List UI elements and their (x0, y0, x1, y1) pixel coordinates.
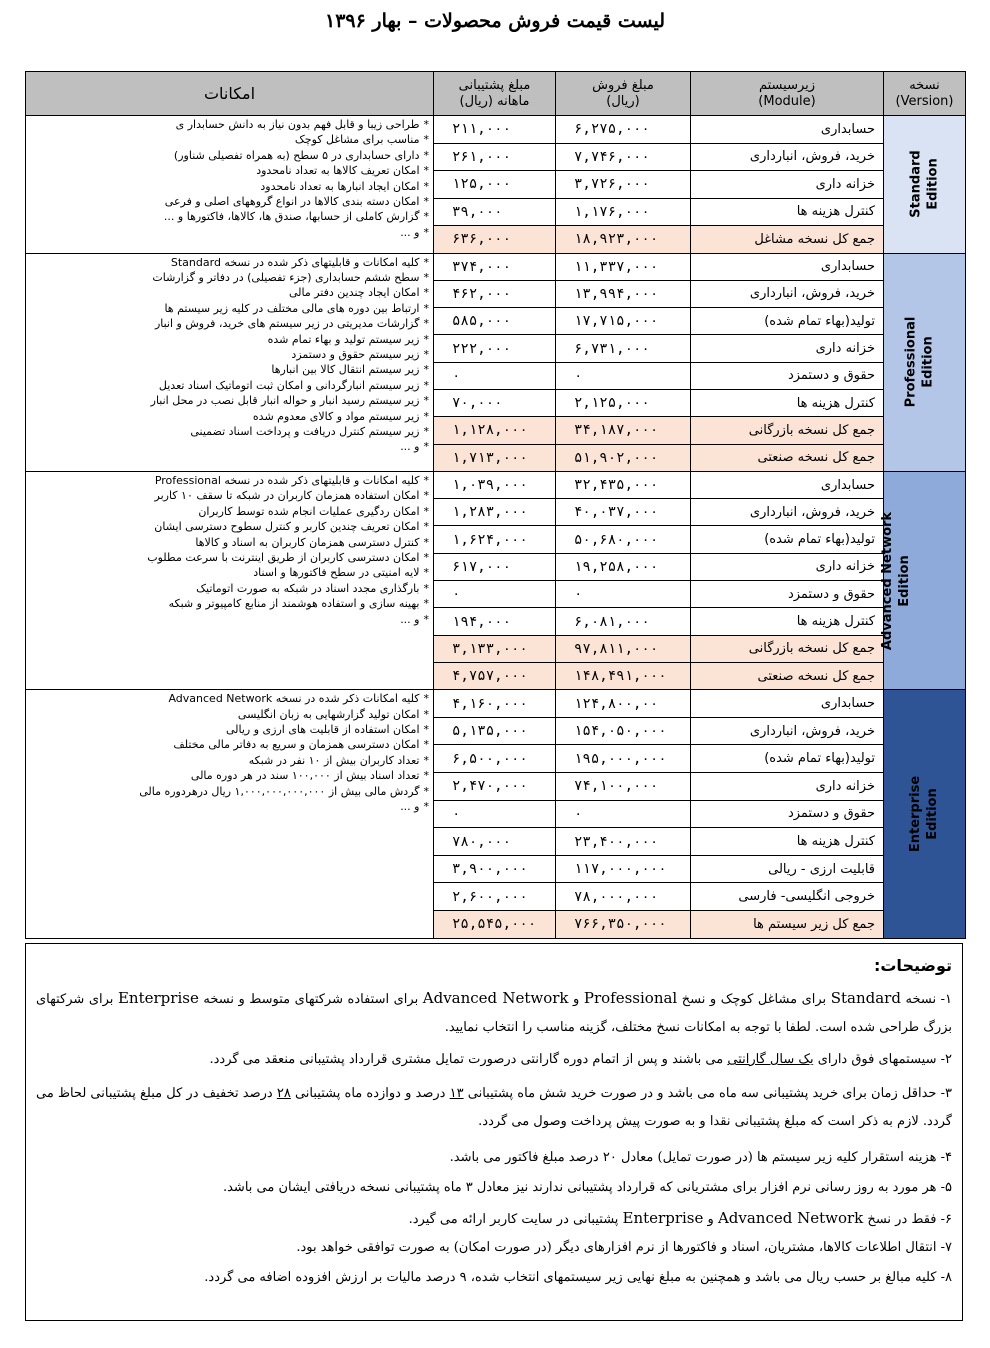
table-row (26, 471, 966, 498)
sale-price: ۱۳,۹۹۴,۰۰۰ (556, 280, 691, 307)
feature-item: *زیر سیستم کنترل دریافت و پرداخت اسناد تضمینی (190, 424, 429, 438)
sale-price: ۳۴,۱۸۷,۰۰۰ (556, 417, 691, 444)
header-sale-price: مبلغ فروش (ریال) (556, 72, 691, 116)
features-cell (26, 116, 434, 254)
support-price: ۵۸۵,۰۰۰ (434, 308, 556, 335)
support-price: ۱,۰۳۹,۰۰۰ (434, 471, 556, 498)
support-price: ۱,۲۸۳,۰۰۰ (434, 499, 556, 526)
note-4: ۴- هزینه استقرار کلیه زیر سیستم ها (در صورت تمایل) معادل ۲۰ درصد مبلغ فاکتور می باشد. (449, 1150, 952, 1165)
module-name: حسابداری (691, 116, 884, 144)
module-name: حسابداری (691, 471, 884, 498)
support-price: ۱,۷۱۳,۰۰۰ (434, 444, 556, 471)
support-price: ۳۷۴,۰۰۰ (434, 253, 556, 280)
support-price: ۲۱۱,۰۰۰ (434, 116, 556, 144)
support-price: ۳,۱۳۳,۰۰۰ (434, 635, 556, 662)
note-5: ۵- هر مورد به روز رسانی نرم افزار برای مشتریانی که قرارداد پشتیبانی ندارند نیز معادل ۳ ماه پشتیبانی نسخه دریافتی ایشان می باشد. (222, 1180, 952, 1195)
module-name: حقوق و دستمزد (691, 581, 884, 608)
module-name: کنترل هزینه ها (691, 608, 884, 635)
feature-item: *کلیه امکانات ذکر شده در نسخه Advanced Network (168, 692, 429, 706)
table-header-row (26, 72, 966, 116)
sale-price: ۰ (556, 362, 691, 389)
sale-price: ۶,۰۸۱,۰۰۰ (556, 608, 691, 635)
feature-item: *و ... (400, 800, 429, 814)
sale-price: ۶,۲۷۵,۰۰۰ (556, 116, 691, 144)
module-name: خزانه داری (691, 773, 884, 801)
feature-item: *زیر سیستم مواد و کالای معدوم شده (252, 409, 429, 423)
sale-price: ۲۳,۴۰۰,۰۰۰ (556, 828, 691, 856)
edition-name: Advanced Network (879, 511, 895, 650)
sale-price: ۱۵۴,۰۵۰,۰۰۰ (556, 717, 691, 745)
support-price: ۷۰,۰۰۰ (434, 389, 556, 416)
feature-item: *امکان تعریف چندین کاربر و کنترل سطوح دسترسی ایشان (154, 520, 429, 534)
sale-price: ۷۸,۰۰۰,۰۰۰ (556, 883, 691, 911)
sale-price: ۱۲۴,۸۰۰,۰۰ (556, 690, 691, 718)
support-price: ۴۶۲,۰۰۰ (434, 280, 556, 307)
feature-item: *کلیه امکانات و قابلیتهای ذکر شده در نسخه Standard (170, 255, 429, 269)
note-3: ۳- حداقل زمان برای خرید پشتیبانی سه ماه می باشد و در صورت خرید شش ماه پشتیبانی ۱۳ درصد و دوازده ماه پشتیبانی ۲۸ درصد تخفیف در کل مبلغ پشتیبانی لحاظ می گردد. لازم به ذکر است که مبلغ پشتیبانی نقدا و به صورت پیش پرداخت وصول می گردد. (36, 1086, 952, 1129)
table-row (26, 253, 966, 280)
feature-item: *امکان ردگیری عملیات انجام شده توسط کاربران (198, 504, 429, 518)
support-price: ۳۹,۰۰۰ (434, 198, 556, 226)
feature-item: *زیر سیستم انبارگردانی و امکان ثبت اتوماتیک اسناد تعدیل (158, 378, 429, 392)
module-name: خزانه داری (691, 335, 884, 362)
support-price: ۰ (434, 362, 556, 389)
feature-item: *کلیه امکانات و قابلیتهای ذکر شده در نسخه Professional (154, 473, 429, 487)
feature-item: *تعداد کاربران بیش از ۱۰ نفر در شبکه (248, 753, 429, 767)
feature-item: *کنترل دسترسی همزمان کاربران به اسناد و کالاها (195, 535, 429, 549)
module-name: تولید(بهاء تمام شده) (691, 526, 884, 553)
feature-item: *امکان دسته بندی کالاها در انواع گروههای اصلی و فرعی (164, 195, 429, 209)
feature-item: *گزارش کاملی از حسابها، صندق ها، کالاها، فاکتورها و ... (163, 210, 429, 224)
sale-price: ۷۶۶,۳۵۰,۰۰۰ (556, 911, 691, 939)
module-name: قابلیت ارزی - ریالی (691, 855, 884, 883)
features-cell (26, 253, 434, 471)
sale-price: ۱,۱۷۶,۰۰۰ (556, 198, 691, 226)
module-name: حسابداری (691, 690, 884, 718)
edition-name: Standard (908, 150, 924, 218)
edition-cell (884, 116, 966, 254)
module-name: تولید(بهاء تمام شده) (691, 745, 884, 773)
note-7: ۷- انتقال اطلاعات کالاها، مشتریان، اسناد و فاکتورها از نرم افزارهای دیگر (در صورت امکان) به صورت توافقی خواهد بود. (296, 1240, 952, 1255)
support-price: ۰ (434, 800, 556, 828)
module-name: حسابداری (691, 253, 884, 280)
note-2: ۲- سیستمهای فوق دارای یک سال گارانتی می باشند و پس از اتمام دوره گارانتی درصورت تمایل مشتری قرارداد پشتیبانی منعقد می گردد. (209, 1052, 952, 1067)
feature-item: *تعداد اسناد بیش از ۱۰۰,۰۰۰ سند در هر دوره مالی (190, 769, 429, 783)
module-name: کنترل هزینه ها (691, 828, 884, 856)
header-version: نسخه (Version) (884, 72, 966, 116)
sale-price: ۳,۷۲۶,۰۰۰ (556, 171, 691, 199)
sale-price: ۵۰,۶۸۰,۰۰۰ (556, 526, 691, 553)
sale-price: ۴۰,۰۳۷,۰۰۰ (556, 499, 691, 526)
note-1: ۱- نسخه Standard برای مشاغل کوچک و نسخ Professional و Advanced Network برای استفاده شرکتهای متوسط و نسخه Enterprise برای شرکتهای بزرگ طراحی شده است. لطفا با توجه به امکانات نسخ مختلف، گزینه مناسب را انتخاب نمایید. (36, 989, 952, 1035)
feature-item: *لایه امنیتی در سطح فاکتورها و اسناد (253, 566, 429, 580)
header-support-price: مبلغ پشتیبانی ماهانه (ریال) (434, 72, 556, 116)
feature-item: *امکان تولید گزارشهایی به زبان انگلیسی (237, 707, 429, 721)
module-name: خرید، فروش، انبارداری (691, 280, 884, 307)
sale-price: ۹۷,۸۱۱,۰۰۰ (556, 635, 691, 662)
sale-price: ۱۸,۹۲۳,۰۰۰ (556, 226, 691, 254)
feature-item: *زیر سیستم تولید و بهاء تمام شده (267, 332, 429, 346)
edition-name: Professional (903, 316, 919, 408)
sale-price: ۰ (556, 800, 691, 828)
sale-price: ۱۷,۷۱۵,۰۰۰ (556, 308, 691, 335)
module-name: کنترل هزینه ها (691, 198, 884, 226)
support-price: ۱,۱۲۸,۰۰۰ (434, 417, 556, 444)
page-title: لیست قیمت فروش محصولات – بهار ۱۳۹۶ (324, 10, 665, 32)
module-name: حقوق و دستمزد (691, 362, 884, 389)
module-name: خرید، فروش، انبارداری (691, 499, 884, 526)
feature-item: *امکان تعریف کالاها به تعداد نامحدود (256, 164, 429, 178)
edition-suffix: Edition (896, 554, 912, 607)
feature-item: *زیر سیستم انتقال کالا بین انبارها (271, 363, 429, 377)
sale-price: ۱۴۸,۴۹۱,۰۰۰ (556, 662, 691, 689)
notes-title: توضیحات: (873, 956, 952, 975)
feature-item: *مناسب برای مشاغل کوچک (294, 133, 429, 147)
feature-item: *امکان استفاده همزمان کاربران در شبکه تا سقف ۱۰ کاربر (154, 489, 429, 503)
module-name: خرید، فروش، انبارداری (691, 717, 884, 745)
sale-price: ۵۱,۹۰۲,۰۰۰ (556, 444, 691, 471)
module-name: خرید، فروش، انبارداری (691, 143, 884, 171)
support-price: ۷۸۰,۰۰۰ (434, 828, 556, 856)
support-price: ۰ (434, 581, 556, 608)
sale-price: ۶,۷۳۱,۰۰۰ (556, 335, 691, 362)
header-subsystem: زیرسیستم (Module) (691, 72, 884, 116)
module-name: جمع کل نسخه بازرگانی (691, 417, 884, 444)
sale-price: ۷,۷۴۶,۰۰۰ (556, 143, 691, 171)
support-price: ۳,۹۰۰,۰۰۰ (434, 855, 556, 883)
feature-item: *و ... (400, 440, 429, 454)
edition-cell (884, 253, 966, 471)
support-price: ۴,۷۵۷,۰۰۰ (434, 662, 556, 689)
sale-price: ۷۴,۱۰۰,۰۰۰ (556, 773, 691, 801)
feature-item: *گزارشات مدیریتی در زیر سیستم های خرید، فروش و انبار (154, 317, 429, 331)
edition-suffix: Edition (920, 336, 936, 388)
sale-price: ۰ (556, 581, 691, 608)
table-row (26, 116, 966, 144)
feature-item: *سطح ششم حسابداری (جزء تفصیلی) در دفاتر و گزارشات (152, 270, 429, 284)
feature-item: *امکان ایجاد انبارها به تعداد نامحدود (260, 179, 429, 193)
sale-price: ۱۱,۳۳۷,۰۰۰ (556, 253, 691, 280)
sale-price: ۳۲,۴۳۵,۰۰۰ (556, 471, 691, 498)
module-name: کنترل هزینه ها (691, 389, 884, 416)
module-name: جمع کل زیر سیستم ها (691, 911, 884, 939)
sale-price: ۱۱۷,۰۰۰,۰۰۰ (556, 855, 691, 883)
support-price: ۲,۴۷۰,۰۰۰ (434, 773, 556, 801)
support-price: ۶۱۷,۰۰۰ (434, 553, 556, 580)
support-price: ۲,۶۰۰,۰۰۰ (434, 883, 556, 911)
note-6: ۶- فقط در نسخ Advanced Network و Enterprise پشتیبانی در سایت کاربر ارائه می گیرد. (408, 1209, 952, 1227)
feature-item: *بهینه سازی و استفاده هوشمند از منابع کامپیوتر و شبکه (168, 597, 429, 611)
module-name: جمع کل نسخه مشاغل (691, 226, 884, 254)
support-price: ۶,۵۰۰,۰۰۰ (434, 745, 556, 773)
module-name: حقوق و دستمزد (691, 800, 884, 828)
module-name: خروجی انگلیسی- فارسی (691, 883, 884, 911)
feature-item: *دارای حسابداری در ۵ سطح (به همراه تفصیلی شناور) (173, 148, 429, 162)
header-features: امکانات (26, 72, 434, 116)
support-price: ۱,۶۲۴,۰۰۰ (434, 526, 556, 553)
edition-suffix: Edition (925, 158, 941, 210)
features-cell (26, 690, 434, 938)
module-name: جمع کل نسخه صنعتی (691, 662, 884, 689)
notes-box (25, 943, 963, 1321)
feature-item: *گردش مالی بیش از ۱,۰۰۰,۰۰۰,۰۰۰,۰۰۰ ریال درهردوره مالی (139, 784, 429, 798)
feature-item: *و ... (400, 612, 429, 626)
feature-item: *و ... (400, 225, 429, 239)
support-price: ۲۶۱,۰۰۰ (434, 143, 556, 171)
feature-item: *امکان استفاده از قابلیت های ارزی و ریالی (225, 723, 429, 737)
table-row (26, 690, 966, 718)
support-price: ۲۵,۵۴۵,۰۰۰ (434, 911, 556, 939)
support-price: ۲۲۲,۰۰۰ (434, 335, 556, 362)
module-name: جمع کل نسخه صنعتی (691, 444, 884, 471)
note-8: ۸- کلیه مبالغ بر حسب ریال می باشد و همچنین به مبلغ نهایی زیر سیستمهای انتخاب شده، ۹ درصد مالیات بر ارزش افزوده اضافه می گردد. (204, 1270, 952, 1285)
module-name: تولید(بهاء تمام شده) (691, 308, 884, 335)
feature-item: *زیر سیستم رسید انبار و حواله انبار قابل نصب در محل انبار (150, 394, 429, 408)
price-table (25, 71, 966, 939)
support-price: ۶۳۶,۰۰۰ (434, 226, 556, 254)
support-price: ۱۲۵,۰۰۰ (434, 171, 556, 199)
module-name: جمع کل نسخه بازرگانی (691, 635, 884, 662)
feature-item: *طراحی زیبا و قابل فهم بدون نیاز به دانش حسابدار ی (175, 118, 429, 131)
support-price: ۱۹۴,۰۰۰ (434, 608, 556, 635)
feature-item: *امکان دسترسی همزمان و سریع به دفاتر مالی مختلف (173, 738, 429, 752)
feature-item: *ارتباط بین دوره های مالی مختلف در کلیه زیر سیستم ها (164, 301, 429, 315)
edition-cell (884, 690, 966, 938)
feature-item: *زیر سیستم حقوق و دستمزد (291, 347, 429, 361)
sale-price: ۲,۱۲۵,۰۰۰ (556, 389, 691, 416)
feature-item: *امکان دسترسی کاربران از طریق اینترنت با سرعت مطلوب (147, 550, 429, 564)
feature-item: *امکان ایجاد چندین دفتر مالی (288, 286, 429, 300)
support-price: ۴,۱۶۰,۰۰۰ (434, 690, 556, 718)
edition-cell (879, 471, 966, 689)
module-name: خزانه داری (691, 171, 884, 199)
feature-item: *بارگذاری مجدد اسناد در شبکه به صورت اتوماتیک (196, 581, 429, 595)
edition-name: Enterprise (908, 775, 924, 853)
sale-price: ۱۹,۲۵۸,۰۰۰ (556, 553, 691, 580)
features-cell (26, 471, 434, 689)
sale-price: ۱۹۵,۰۰۰,۰۰۰ (556, 745, 691, 773)
support-price: ۵,۱۳۵,۰۰۰ (434, 717, 556, 745)
edition-suffix: Edition (925, 788, 941, 840)
module-name: خزانه داری (691, 553, 884, 580)
